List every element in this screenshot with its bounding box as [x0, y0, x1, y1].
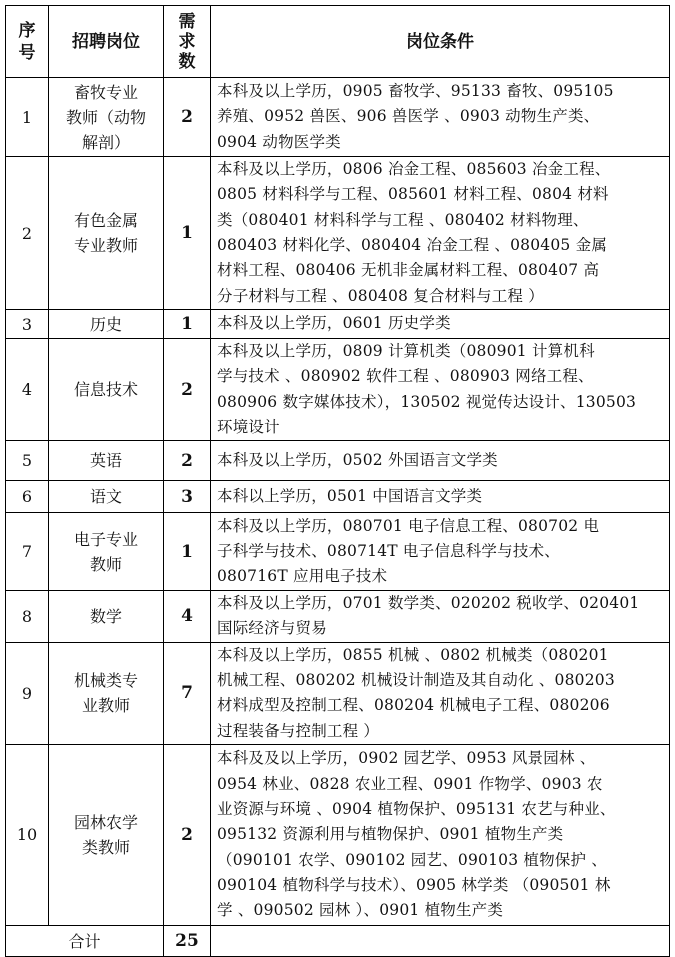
row-count: 2 [164, 744, 211, 925]
header-row [6, 6, 670, 78]
requirement-line: 本科及以上学历，0806 冶金工程、085603 冶金工程、 [217, 160, 611, 179]
position-line: 有色金属 [73, 211, 138, 230]
row-count: 2 [164, 339, 211, 441]
requirement-line: 本科及以上学历，0809 计算机类（080901 计算机科 [217, 342, 595, 360]
requirement-line: 080906 数字媒体技术），130502 视觉传达设计、130503 [217, 392, 637, 411]
header-count-char: 数 [178, 51, 196, 72]
requirement-line: 类（080401 材料科学与工程 、080402 材料物理、 [217, 210, 589, 229]
row-count: 1 [164, 513, 211, 591]
row-position [49, 310, 164, 339]
row-requirements [211, 310, 670, 339]
row-index: 10 [6, 744, 49, 925]
row-index: 5 [6, 441, 49, 481]
position-line: 机械类专 [73, 671, 138, 691]
requirement-line: 080716T 应用电子技术 [217, 567, 388, 586]
position-line: 专业教师 [73, 236, 138, 255]
requirement-line: 子科学与技术、080714T 电子信息科学与技术、 [217, 542, 560, 561]
table-row [6, 441, 670, 481]
row-position [49, 591, 164, 643]
header-position: 招聘岗位 [49, 6, 164, 78]
table-row [6, 591, 670, 643]
row-index: 6 [6, 481, 49, 513]
requirement-line: 环境设计 [217, 417, 280, 436]
row-requirements [211, 441, 670, 481]
table-row [6, 481, 670, 513]
row-index: 9 [6, 642, 49, 744]
requirement-line: 本科以上学历，0501 中国语言文学类 [217, 487, 483, 506]
position-line: 教师（动物 [65, 107, 146, 127]
position-line: 解剖） [81, 132, 130, 152]
position-line: 信息技术 [73, 380, 138, 400]
row-index: 4 [6, 339, 49, 441]
requirement-line: 学与技术 、080902 软件工程 、080903 网络工程、 [217, 367, 594, 386]
row-index: 3 [6, 310, 49, 339]
requirement-line: 材料工程、080406 无机非金属材料工程、080407 高 [217, 261, 600, 280]
row-requirements [211, 744, 670, 925]
row-index: 1 [6, 78, 49, 157]
position-line: 教师 [89, 554, 122, 574]
requirement-line: 0805 材料科学与工程、085601 材料工程、0804 材料 [217, 185, 609, 204]
total-empty-cell [211, 925, 670, 956]
table-row [6, 513, 670, 591]
requirement-line: 本科及以上学历，0601 历史学类 [217, 314, 451, 333]
row-requirements [211, 481, 670, 513]
row-count: 3 [164, 481, 211, 513]
row-count: 4 [164, 591, 211, 643]
table-row [6, 642, 670, 744]
header-count [164, 6, 211, 78]
position-line: 园林农学 [73, 812, 138, 832]
row-count: 7 [164, 642, 211, 744]
requirement-line: 本科及以上学历，0855 机械 、0802 机械类（080201 [217, 645, 609, 664]
position-line: 语文 [89, 487, 122, 507]
header-requirements: 岗位条件 [211, 6, 670, 78]
position-line: 数学 [89, 606, 122, 626]
table-row [6, 310, 670, 339]
row-requirements [211, 157, 670, 310]
row-index: 8 [6, 591, 49, 643]
requirement-line: 080403 材料化学、080404 冶金工程 、080405 金属 [217, 236, 608, 254]
header-index [6, 6, 49, 78]
header-count-char: 需 [178, 11, 196, 32]
row-count: 2 [164, 78, 211, 157]
row-requirements [211, 642, 670, 744]
position-line: 电子专业 [73, 529, 138, 549]
position-line: 业教师 [81, 696, 130, 716]
row-requirements [211, 339, 670, 441]
header-index-char: 号 [18, 42, 36, 63]
requirement-line: 机械工程、080202 机械设计制造及其自动化 、080203 [217, 671, 615, 690]
position-line: 英语 [89, 451, 122, 471]
header-index-char: 序 [18, 20, 36, 41]
row-requirements [211, 513, 670, 591]
total-label: 合计 [6, 925, 164, 956]
position-line: 类教师 [81, 837, 130, 857]
row-position [49, 481, 164, 513]
position-line: 畜牧专业 [73, 82, 138, 102]
requirement-line: （090101 农学、090102 园艺、090103 植物保护 、 [217, 850, 608, 869]
row-position [49, 78, 164, 157]
requirement-line: 养殖、0952 兽医、906 兽医学 、0903 动物生产类、 [217, 107, 600, 126]
requirement-line: 095132 资源利用与植物保护、0901 植物生产类 [217, 825, 564, 844]
requirement-line: 本科及以上学历，080701 电子信息工程、080702 电 [217, 516, 600, 535]
requirement-line: 本科及及以上学历，0902 园艺学、0953 风景园林 、 [217, 749, 596, 768]
requirement-line: 国际经济与贸易 [217, 619, 327, 638]
requirement-line: 业资源与环境 、0904 植物保护、095131 农艺与种业、 [217, 800, 616, 819]
requirement-line: 0954 林业、0828 农业工程、0901 作物学、0903 农 [217, 774, 603, 793]
row-position [49, 513, 164, 591]
table-row [6, 744, 670, 925]
requirement-line: 材料成型及控制工程、080204 机械电子工程、080206 [217, 696, 610, 715]
row-index: 2 [6, 157, 49, 310]
table-row [6, 78, 670, 157]
row-position [49, 642, 164, 744]
row-count: 1 [164, 157, 211, 310]
row-count: 1 [164, 310, 211, 339]
requirement-line: 0904 动物医学类 [217, 132, 341, 151]
requirement-line: 本科及以上学历，0905 畜牧学、95133 畜牧、095105 [217, 82, 614, 101]
row-requirements [211, 591, 670, 643]
requirement-line: 090104 植物科学与技术）、0905 林学类 （090501 林 [217, 875, 611, 894]
total-row [6, 925, 670, 956]
requirement-line: 本科及以上学历，0701 数学类、020202 税收学、020401 [217, 594, 640, 613]
header-count-char: 求 [178, 31, 196, 52]
row-position [49, 441, 164, 481]
requirement-line: 过程装备与控制工程 ） [217, 721, 380, 740]
requirement-line: 分子材料与工程 、080408 复合材料与工程 ） [217, 286, 544, 305]
requirement-line: 本科及以上学历，0502 外国语言文学类 [217, 451, 498, 470]
row-requirements [211, 78, 670, 157]
requirement-line: 学 、090502 园林 ）、0901 植物生产类 [217, 901, 504, 920]
table-row [6, 339, 670, 441]
row-position [49, 339, 164, 441]
row-index: 7 [6, 513, 49, 591]
position-line: 历史 [89, 314, 122, 334]
table-row [6, 157, 670, 310]
row-position [49, 744, 164, 925]
recruitment-table [5, 5, 670, 957]
row-count: 2 [164, 441, 211, 481]
row-position [49, 157, 164, 310]
total-count: 25 [164, 925, 211, 956]
